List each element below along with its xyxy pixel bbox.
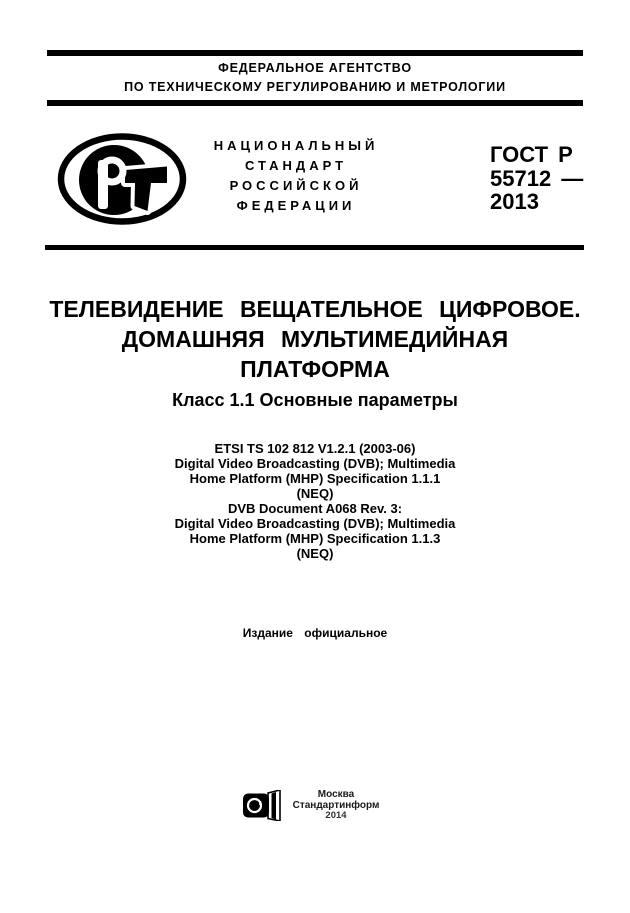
document-title-line: ПЛАТФОРМА bbox=[240, 356, 390, 382]
standard-kind-line: НАЦИОНАЛЬНЫЙ bbox=[213, 138, 379, 153]
imprint bbox=[276, 790, 396, 822]
agency-name-line2: ПО ТЕХНИЧЕСКОМУ РЕГУЛИРОВАНИЮ И МЕТРОЛОГИИ bbox=[124, 80, 506, 94]
designation-line: 2013 bbox=[490, 189, 539, 214]
standard-designation bbox=[490, 143, 583, 214]
imprint-publisher: Стандартинформ bbox=[292, 799, 380, 811]
designation-line: 55712 — bbox=[490, 165, 584, 191]
standard-kind-label bbox=[196, 136, 396, 216]
svg-text:т: т bbox=[258, 800, 262, 807]
reference-line: Home Platform (MHP) Specification 1.1.1 bbox=[189, 471, 441, 486]
edition-note: Издание официальное bbox=[242, 626, 388, 640]
document-subtitle: Класс 1.1 Основные параметры bbox=[172, 390, 458, 410]
header-rule-top bbox=[47, 50, 583, 56]
standard-kind-line: РОССИЙСКОЙ bbox=[229, 178, 363, 193]
header-rule-bottom bbox=[47, 100, 583, 106]
reference-line: Digital Video Broadcasting (DVB); Multimedia bbox=[174, 516, 456, 531]
reference-line: Digital Video Broadcasting (DVB); Multimedia bbox=[174, 456, 456, 471]
standard-kind-line: СТАНДАРТ bbox=[244, 158, 348, 173]
banner-rule bbox=[45, 245, 584, 250]
imprint-year: 2014 bbox=[325, 810, 347, 821]
reference-line: ETSI TS 102 812 V1.2.1 (2003-06) bbox=[214, 441, 416, 456]
reference-line: (NEQ) bbox=[296, 486, 334, 501]
document-title bbox=[0, 294, 630, 384]
agency-name-line1: ФЕДЕРАЛЬНОЕ АГЕНТСТВО bbox=[218, 61, 412, 75]
document-title-line: ДОМАШНЯЯ МУЛЬТИМЕДИЙНАЯ bbox=[121, 326, 509, 352]
imprint-city: Москва bbox=[317, 789, 355, 800]
reference-line: (NEQ) bbox=[296, 546, 334, 561]
designation-line: ГОСТ Р bbox=[490, 142, 573, 167]
reference-block bbox=[0, 441, 630, 561]
rst-emblem-icon bbox=[57, 133, 187, 225]
reference-line: DVB Document A068 Rev. 3: bbox=[227, 501, 403, 516]
document-title-line: ТЕЛЕВИДЕНИЕ ВЕЩАТЕЛЬНОЕ ЦИФРОВОЕ. bbox=[49, 296, 581, 322]
standard-kind-line: ФЕДЕРАЦИИ bbox=[236, 198, 356, 213]
reference-line: Home Platform (MHP) Specification 1.1.3 bbox=[189, 531, 441, 546]
